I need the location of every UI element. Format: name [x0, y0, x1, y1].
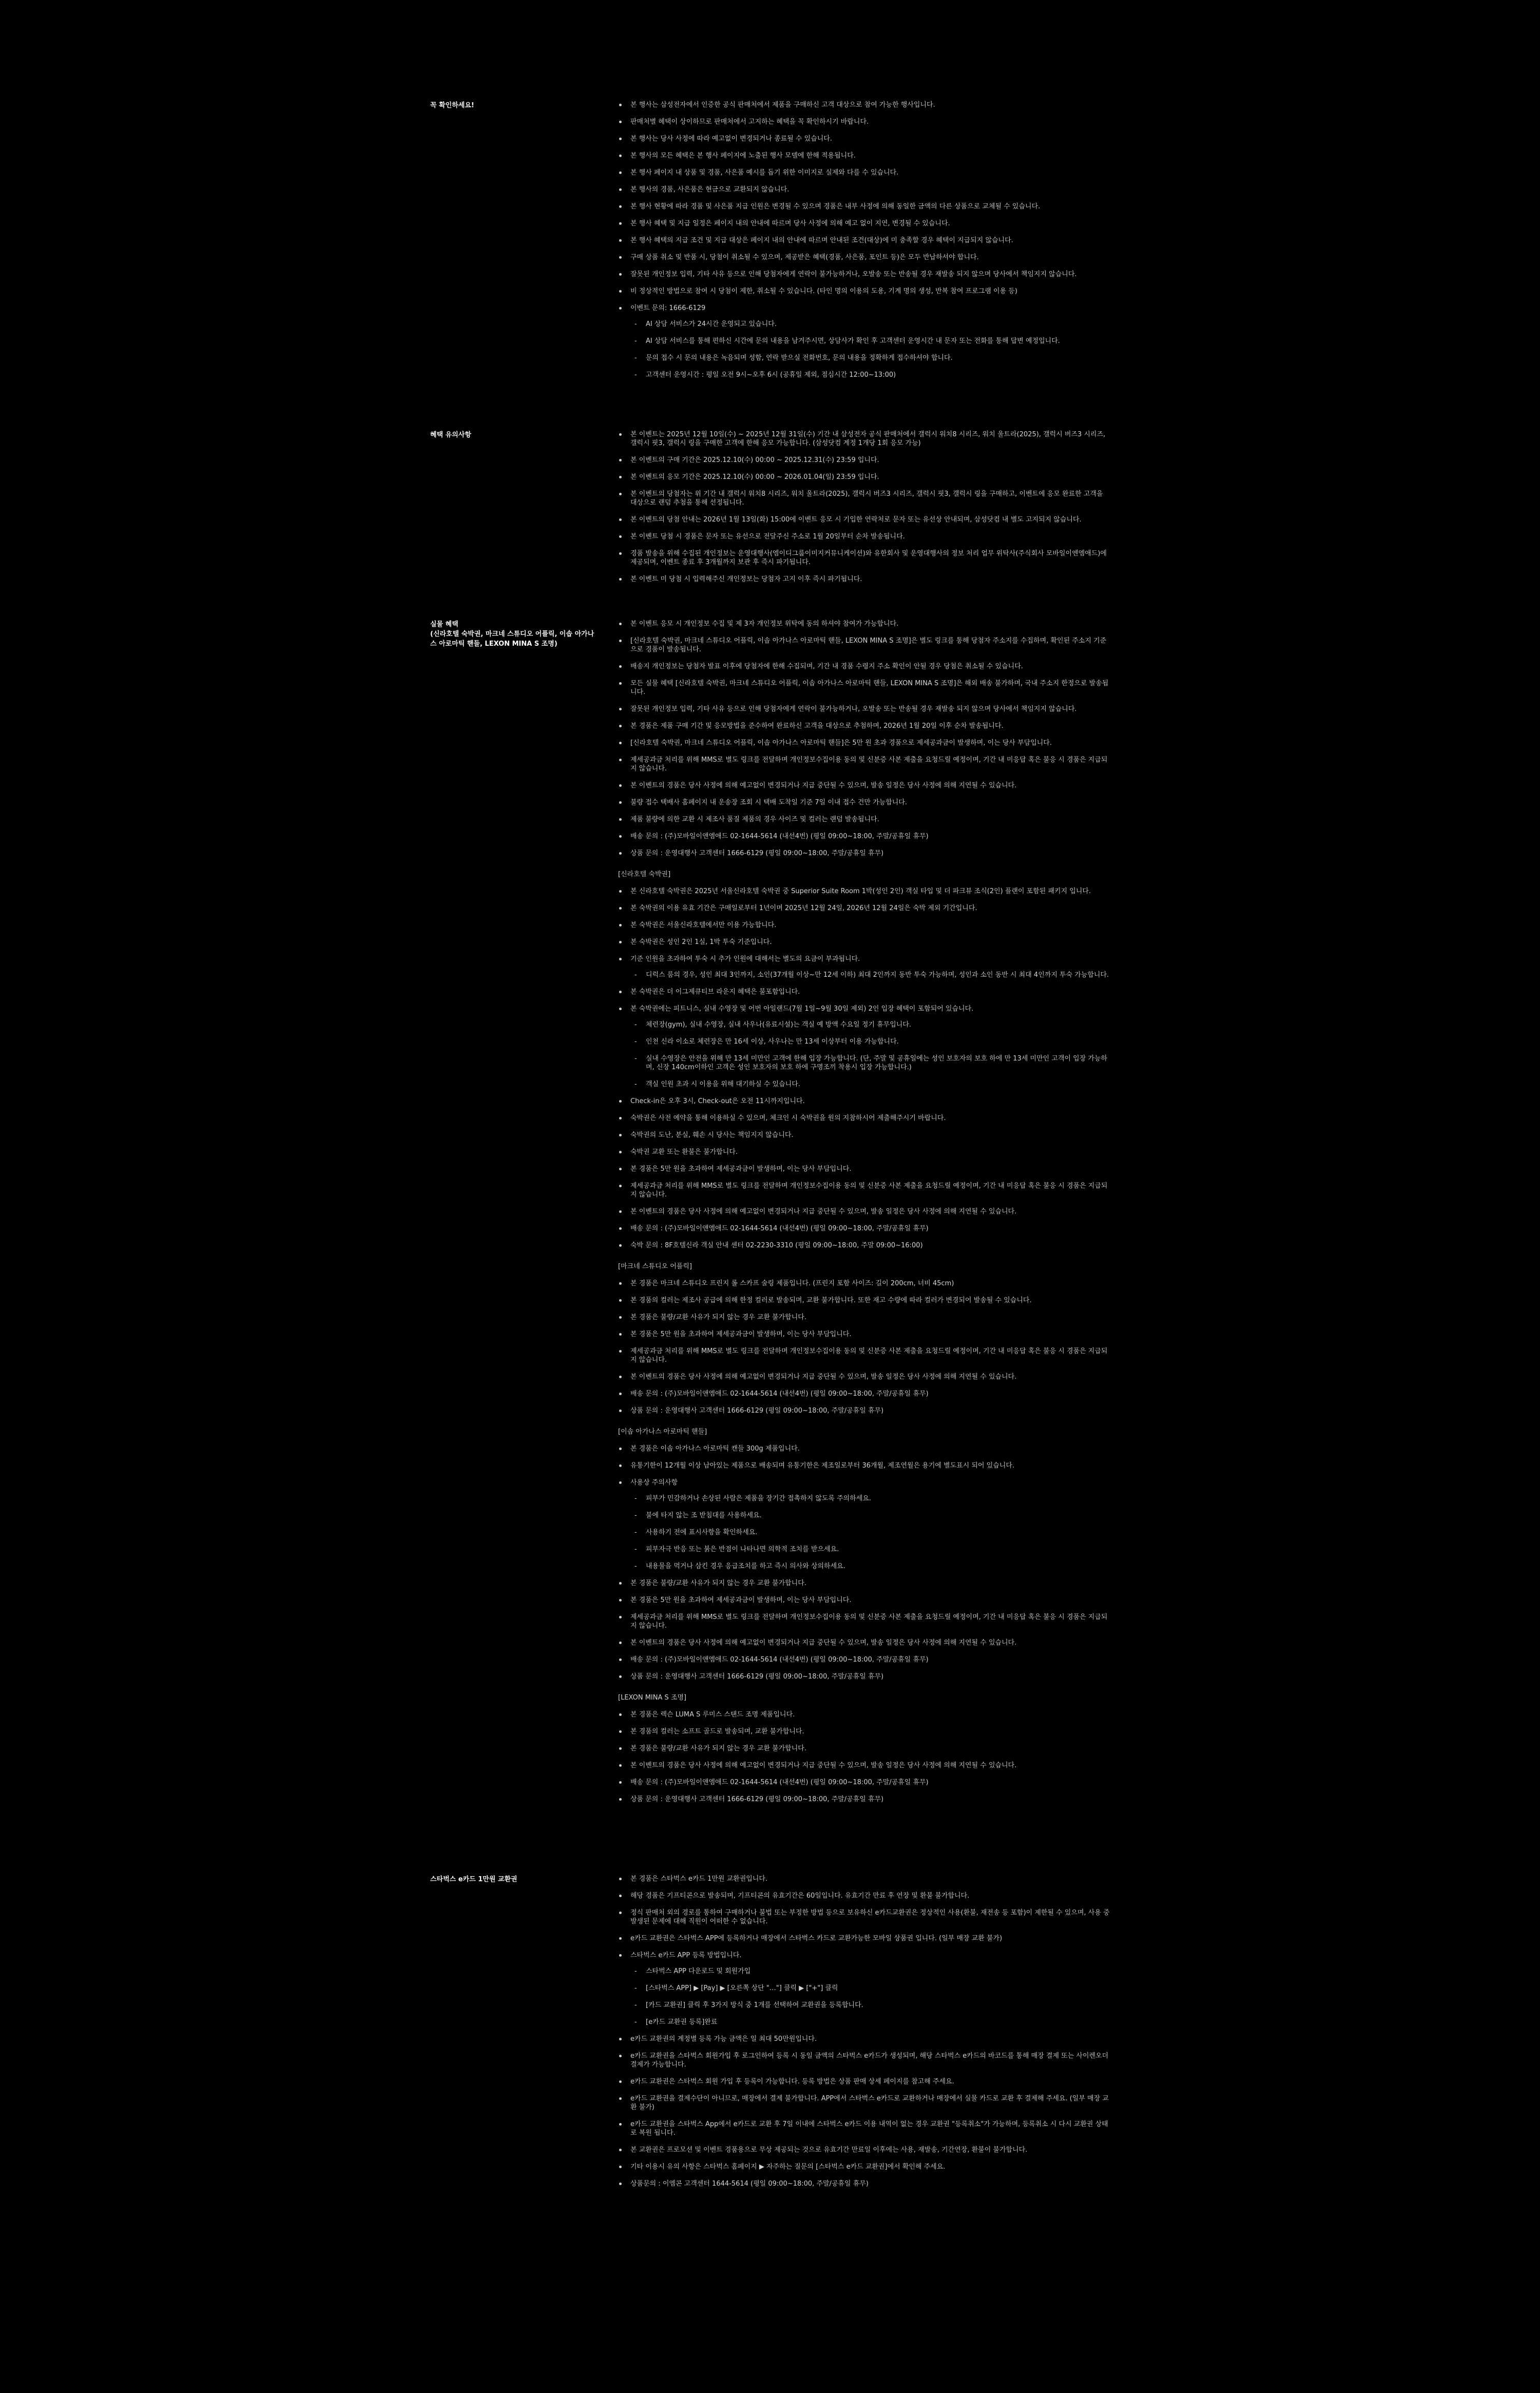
list-item-text: [신라호텔 숙박권, 마크네 스튜디오 어플릭, 이솝 아가나스 아로마틱 핸들, LEXON MINA S 조명]은 별도 링크를 통해 당첨자 주소지를 수집하며, 확인된 주소지 기준으로 경품이 발송됩니다.: [630, 637, 1107, 653]
list-item-text: 본 교환권은 프로모션 및 이벤트 경품용으로 무상 제공되는 것으로 유효기간 만료일 이후에는 사용, 재발송, 기간연장, 환불이 불가합니다.: [630, 2146, 1028, 2154]
list-item-text: 기타 이용시 유의 사항은 스타벅스 홈페이지 ▶ 자주하는 질문의 [스타벅스 e카드 교환권]에서 확인해 주세요.: [630, 2163, 946, 2171]
list-item: [618, 1638, 1111, 1647]
dash-item: - 스타벅스 APP 다운로드 및 회원가입: [630, 1967, 1111, 1976]
list-item: [618, 236, 1111, 245]
bullet-list: [618, 1875, 1111, 2188]
list-item: [618, 832, 1111, 841]
dash-list: [630, 1020, 1111, 1089]
list-item-text: e카드 교환권의 계정별 등록 가능 금액은 일 최대 50만원입니다.: [630, 2035, 817, 2043]
list-item: [618, 1165, 1111, 1173]
list-item-text: 본 경품은 5만 원을 초과하여 제세공과금이 발생하며, 이는 당사 부담입니다.: [630, 1596, 852, 1604]
section-body: [618, 101, 1111, 388]
list-item: [618, 1296, 1111, 1305]
list-item: [618, 1131, 1111, 1140]
list-item: [618, 456, 1111, 465]
list-item: [618, 1313, 1111, 1322]
list-item: [618, 904, 1111, 913]
list-item: [618, 756, 1111, 773]
list-item: [618, 118, 1111, 126]
list-item: [618, 549, 1111, 567]
list-item-text: 본 이벤트의 당첨자는 위 기간 내 갤럭시 워치8 시리즈, 워치 울트라(2025), 갤럭시 버즈3 시리즈, 갤럭시 핏3, 갤럭시 링을 구매하고, 이벤트에 응모 완료한 고객을 대상으로 랜덤 추첨을 통해 선정됩니다.: [630, 490, 1103, 507]
list-item: [618, 1148, 1111, 1156]
list-item-text: 구매 상품 취소 및 반품 시, 당첨이 취소될 수 있으며, 제공받은 혜택(경품, 사은품, 포인트 등)은 모두 반납하셔야 합니다.: [630, 254, 979, 261]
list-item-text: 상품 문의 : 운영대행사 고객센터 1666-6129 (평일 09:00~18:00, 주말/공휴일 휴무): [630, 1407, 884, 1415]
list-item: [618, 722, 1111, 730]
list-item-text: 이벤트 문의: 1666-6129: [630, 304, 706, 312]
dash-item: - 고객센터 운영시간 : 평일 오전 9시~오후 6시 (공휴일 제외, 점심시간 12:00~13:00): [630, 371, 1111, 379]
list-item: [618, 2052, 1111, 2069]
list-item: [618, 1444, 1111, 1453]
list-item-text: 본 경품은 스타벅스 e카드 1만원 교환권입니다.: [630, 1875, 768, 1883]
list-item-text: 본 이벤트의 응모 기간은 2025.12.10(수) 00:00 ~ 2026.01.04(일) 23:59 입니다.: [630, 473, 879, 481]
dash-item: - 인천 신라 이소로 체련장은 만 16세 이상, 사우나는 만 13세 이상부터 이용 가능합니다.: [630, 1037, 1111, 1046]
list-item-text: 본 이벤트 응모 시 개인정보 수집 및 제 3자 개인정보 위탁에 동의 하셔야 참여가 가능합니다.: [630, 620, 899, 628]
list-item: [618, 1892, 1111, 1900]
list-item-text: 배송 문의 : (주)모바일이앤엠애드 02-1644-5614 (내선4번) (평일 09:00~18:00, 주말/공휴일 휴무): [630, 1390, 929, 1398]
list-item: [618, 781, 1111, 790]
list-item: [618, 798, 1111, 807]
list-item-text: 본 경품은 불량/교환 사유가 되지 않는 경우 교환 불가합니다.: [630, 1314, 806, 1321]
list-item-text: 제세공과금 처리를 위해 MMS로 별도 링크를 전달하며 개인정보수집이용 동의 및 신분증 사본 제출을 요청드릴 예정이며, 기간 내 미응답 혹은 불응 시 경품은 지급되지 않습니다.: [630, 1347, 1108, 1364]
list-item-text: 스타벅스 e카드 APP 등록 방법입니다.: [630, 1952, 742, 1959]
dash-list: [630, 1967, 1111, 2027]
list-item: [618, 219, 1111, 228]
list-item-text: 배송 문의 : (주)모바일이앤엠애드 02-1644-5614 (내선4번) (평일 09:00~18:00, 주말/공휴일 휴무): [630, 833, 929, 840]
list-item: [618, 887, 1111, 896]
bullet-list: [618, 620, 1111, 858]
list-item-text: 본 행사의 모든 혜택은 본 행사 페이지에 노출된 행사 모델에 한해 적용됩니다.: [630, 152, 856, 160]
sub-heading: [신라호텔 숙박권]: [618, 871, 671, 878]
list-item-text: 기준 인원을 초과하여 투숙 시 추가 인원에 대해서는 별도의 요금이 부과됩니다.: [630, 955, 860, 963]
list-item-text: 배송 문의 : (주)모바일이앤엠애드 02-1644-5614 (내선4번) (평일 09:00~18:00, 주말/공휴일 휴무): [630, 1656, 929, 1664]
list-item-text: 제품 불량에 의한 교환 시 제조사 품질 제품의 경우 사이즈 및 컬러는 랜덤 발송됩니다.: [630, 816, 879, 823]
list-item-text: 본 경품은 렉슨 LUMA S 루미스 스탠드 조명 제품입니다.: [630, 1711, 795, 1719]
list-item-text: 본 이벤트의 구매 기간은 2025.12.10(수) 00:00 ~ 2025.12.31(수) 23:59 입니다.: [630, 456, 879, 464]
dash-item: - 내용물을 먹거나 삼킨 경우 응급조치를 하고 즉시 의사와 상의하세요.: [630, 1562, 1111, 1571]
list-item-text: 본 신라호텔 숙박권은 2025년 서울신라호텔 숙박권 중 Superior Suite Room 1박(성인 2인) 객실 타입 및 더 파크뷰 조식(2인) 플랜이 포함된 패키지 입니다.: [630, 887, 1091, 895]
list-item-text: 본 행사는 삼성전자에서 인증한 공식 판매처에서 제품을 구매하신 고객 대상으로 참여 가능한 행사입니다.: [630, 101, 935, 109]
list-item-text: 배송지 개인정보는 당첨자 발표 이후에 당첨자에 한해 수집되며, 기간 내 경품 수령지 주소 확인이 안될 경우 당첨은 취소될 수 있습니다.: [630, 663, 1023, 670]
list-item-text: 본 행사의 경품, 사은품은 현금으로 교환되지 않습니다.: [630, 186, 790, 194]
list-item: [618, 1097, 1111, 1106]
list-item: [618, 2077, 1111, 2086]
dash-list: [630, 1494, 1111, 1571]
list-item: [618, 662, 1111, 671]
list-item: [618, 1461, 1111, 1470]
list-item: [618, 1655, 1111, 1664]
list-item-text: 본 숙박권의 이용 유효 기간은 구매일로부터 1년이며 2025년 12월 24일, 2026년 12월 24일은 숙박 제외 기간입니다.: [630, 904, 977, 912]
dash-item: - 실내 수영장은 안전을 위해 만 13세 미만인 고객에 한해 입장 가능합니다. (단, 주말 및 공휴일에는 성인 보호자의 보호 하에 만 13세 미만인 고객이 입장 가능하며, 신장 140cm이하인 고객은 성인 보호자의 보호 하에 구명조끼 착용시 입장 가능합니다.): [630, 1054, 1111, 1072]
list-item-text: 제세공과금 처리를 위해 MMS로 별도 링크를 전달하며 개인정보수집이용 동의 및 신분증 사본 제출을 요청드릴 예정이며, 기간 내 미응답 혹은 불응 시 경품은 지급되지 않습니다.: [630, 1613, 1108, 1630]
list-item: [618, 849, 1111, 858]
list-item-text: e카드 교환권을 스타벅스 App에서 e카드로 교환 후 7일 이내에 스타벅스 e카드 이용 내역이 없는 경우 교환권 "등록취소"가 가능하며, 등록취소 시 다시 교환권 상태로 복원 됩니다.: [630, 2120, 1108, 2137]
list-item-text: e카드 교환권을 스타벅스 회원가입 후 로그인하여 등록 시 동일 금액의 스타벅스 e카드가 생성되며, 해당 스타벅스 e카드의 바코드를 통해 매장 결제 또는 사이렌오더 결제가 가능합니다.: [630, 2052, 1109, 2069]
list-item: [618, 532, 1111, 541]
list-item-text: 판매처별 혜택이 상이하므로 판매처에서 고지하는 혜택을 꼭 확인하시기 바랍니다.: [630, 118, 869, 126]
list-item-text: 본 경품은 불량/교환 사유가 되지 않는 경우 교환 불가합니다.: [630, 1579, 806, 1587]
section-title: 꼭 확인하세요!: [430, 102, 474, 109]
list-item: [618, 1908, 1111, 1926]
list-item-text: 숙박권의 도난, 분실, 훼손 시 당사는 책임지지 않습니다.: [630, 1131, 794, 1139]
list-item: [618, 1579, 1111, 1588]
dash-item: - AI 상담 서비스를 통해 편하신 시간에 문의 내용을 남겨주시면, 상담사가 확인 후 고객센터 운영시간 내 문자 또는 전화를 통해 답변 예정입니다.: [630, 337, 1111, 345]
list-item: [618, 2163, 1111, 2171]
list-item: [618, 2120, 1111, 2137]
list-item-text: 비 정상적인 방법으로 참여 시 당첨이 제한, 취소될 수 있습니다. (타인 명의 이용의 도용, 기계 명의 생성, 반복 참여 프로그램 이용 등): [630, 287, 1017, 295]
section-title: 스타벅스 e카드 1만원 교환권: [430, 1876, 517, 1883]
list-item-text: 본 경품의 컬러는 소프트 골드로 발송되며, 교환 불가합니다.: [630, 1728, 804, 1735]
list-item-text: 본 숙박권은 더 이그제큐티브 라운지 혜택은 불포함입니다.: [630, 988, 800, 996]
list-item: [618, 988, 1111, 996]
bullet-list: [618, 1444, 1111, 1681]
dash-list: [630, 320, 1111, 379]
list-item: [618, 101, 1111, 109]
list-item-text: 경품 발송을 위해 수집된 개인정보는 운영대행사(엠이디그룹이미지커뮤니케이션)와 유한회사 및 운영대행사의 정보 처리 업무 위탁사(주식회사 모바일이엔엠애드)에 제공되며, 이벤트 종료 후 3개월까지 보관 후 즉시 파기됩니다.: [630, 550, 1107, 566]
list-item-text: 본 이벤트의 당첨 안내는 2026년 1월 13일(화) 15:00에 이벤트 응모 시 기입한 연락처로 문자 또는 유선상 안내되며, 삼성닷컴 내 별도 고지되지 않습니다.: [630, 516, 1082, 524]
list-item-text: 본 경품은 5만 원을 초과하여 제세공과금이 발생하며, 이는 당사 부담입니다.: [630, 1330, 852, 1338]
list-item-text: 본 경품은 불량/교환 사유가 되지 않는 경우 교환 불가합니다.: [630, 1745, 806, 1752]
list-item: [618, 679, 1111, 697]
list-item: [618, 1934, 1111, 1943]
dash-item: - 문의 접수 시 문의 내용은 녹음되며 성함, 연락 받으실 전화번호, 문의 내용을 정확하게 접수하셔야 합니다.: [630, 354, 1111, 362]
list-item-text: 본 경품은 제품 구매 기간 및 응모방법을 준수하여 완료하신 고객을 대상으로 추첨하며, 2026년 1월 20일 이후 순차 발송됩니다.: [630, 722, 1004, 730]
list-item-text: 본 숙박권은 서울신라호텔에서만 이용 가능합니다.: [630, 921, 777, 929]
list-item-text: 상품문의 : 이엠콘 고객센터 1644-5614 (평일 09:00~18:00, 주말/공휴일 휴무): [630, 2180, 869, 2188]
list-item-text: 본 이벤트는 2025년 12월 10일(수) ~ 2025년 12월 31일(수) 기간 내 삼성전자 공식 판매처에서 갤럭시 워치8 시리즈, 워치 울트라(2025), 갤럭시 버즈3 시리즈, 갤럭시 핏3, 갤럭시 링을 구매한 고객에 한해 응모 가능합니다. (삼성닷컴 계정 1개당 1회 응모 가능): [630, 431, 1106, 447]
list-item-text: 본 이벤트의 경품은 당사 사정에 의해 예고없이 변경되거나 지급 중단될 수 있으며, 발송 일정은 당사 사정에 의해 지연될 수 있습니다.: [630, 1208, 1017, 1215]
dash-item: - [스타벅스 APP] ▶ [Pay] ▶ [오른쪽 상단 "…"] 클릭 ▶ ["+"] 클릭: [630, 1984, 1111, 1993]
list-item: [618, 185, 1111, 194]
list-item: [618, 1347, 1111, 1364]
list-item-text: 정식 판매처 외의 경로를 통하여 구매하거나 불법 또는 부정한 방법 등으로 보유하신 e카드교환권은 정상적인 사용(환불, 재전송 등 포함)이 제한될 수 있으며, 사용 중 발생된 문제에 대해 직원이 어떠한 수 없습니다.: [630, 1909, 1110, 1925]
dash-item: - 객실 인원 초과 시 이용을 위해 대기하실 수 있습니다.: [630, 1080, 1111, 1089]
list-item: [618, 705, 1111, 713]
list-item-text: 본 행사는 당사 사정에 따라 예고없이 변경되거나 종료될 수 있습니다.: [630, 135, 832, 143]
list-item: [618, 304, 1111, 379]
list-item: [618, 739, 1111, 747]
dash-list: [630, 971, 1111, 979]
list-item-text: Check-in은 오후 3시, Check-out은 오전 11시까지입니다.: [630, 1097, 805, 1105]
bullet-list: [618, 887, 1111, 1250]
list-item-text: 본 경품은 마크네 스튜디오 프린지 롤 스카프 술링 제품입니다. (프린지 포함 사이즈: 길이 200cm, 너비 45cm): [630, 1280, 954, 1287]
bullet-list: [618, 1710, 1111, 1804]
dash-item: - 디럭스 룸의 경우, 성인 최대 3인까지, 소인(37개월 이상~만 12세 이하) 최대 2인까지 동반 투숙 가능하며, 성인과 소인 동반 시 최대 4인까지 투숙 가능합니다.: [630, 971, 1111, 979]
list-item: [618, 1182, 1111, 1199]
list-item-text: 본 행사 혜택의 지급 조건 및 지급 대상은 페이지 내의 안내에 따르며 안내된 조건(대상)에 미 충족할 경우 혜택이 지급되지 않습니다.: [630, 237, 1013, 244]
list-item-text: 모든 실물 혜택 [신라호텔 숙박권, 마크네 스튜디오 어플릭, 이솝 아가나스 아로마틱 핸들, LEXON MINA S 조명]은 해외 배송 불가하며, 국내 주소지 한정으로 발송됩니다.: [630, 680, 1109, 696]
list-item-text: 배송 문의 : (주)모바일이앤엠애드 02-1644-5614 (내선4번) (평일 09:00~18:00, 주말/공휴일 휴무): [630, 1779, 929, 1786]
list-item: [618, 1114, 1111, 1123]
list-item: [618, 921, 1111, 930]
list-item: [618, 1207, 1111, 1216]
list-item-text: 본 이벤트의 경품은 당사 사정에 의해 예고없이 변경되거나 지급 중단될 수 있으며, 발송 일정은 당사 사정에 의해 지연될 수 있습니다.: [630, 1373, 1017, 1381]
list-item: [618, 490, 1111, 507]
section-body: [618, 430, 1111, 592]
list-item: [618, 620, 1111, 628]
list-item-text: 본 행사 혜택 및 지급 일정은 페이지 내의 안내에 따르며 당사 사정에 의해 예고 없이 지연, 변경될 수 있습니다.: [630, 220, 950, 227]
list-item: [618, 1241, 1111, 1250]
list-item: [618, 1795, 1111, 1804]
list-item: [618, 270, 1111, 279]
list-item: [618, 430, 1111, 448]
list-item-text: 숙박권 교환 또는 환불은 불가합니다.: [630, 1148, 738, 1156]
dash-item: - 체련장(gym), 실내 수영장, 실내 사우나(유료시설)는 객실 예 방액 수요일 정기 휴무입니다.: [630, 1020, 1111, 1029]
list-item: [618, 1330, 1111, 1339]
bullet-list: [618, 101, 1111, 379]
list-item-text: 숙박권은 사전 예약을 통해 이용하실 수 있으며, 체크인 시 숙박권을 원의 지참하시어 제출해주시기 바랍니다.: [630, 1114, 946, 1122]
list-item-text: 본 이벤트의 경품은 당사 사정에 의해 예고없이 변경되거나 지급 중단될 수 있으며, 발송 일정은 당사 사정에 의해 지연될 수 있습니다.: [630, 1639, 1017, 1647]
list-item-text: 상품 문의 : 운영대행사 고객센터 1666-6129 (평일 09:00~18:00, 주말/공휴일 휴무): [630, 1796, 884, 1803]
section-body: [618, 620, 1111, 1812]
list-item: [618, 1778, 1111, 1787]
list-item-text: 해당 경품은 기프티콘으로 발송되며, 기프티콘의 유효기간은 60일입니다. 유효기간 만료 후 연장 및 환불 불가합니다.: [630, 1892, 970, 1900]
list-item: [618, 515, 1111, 524]
list-item: [618, 1406, 1111, 1415]
list-item-text: 숙박 문의 : 8F호텔신라 객실 안내 센터 02-2230-3310 (평일 09:00~18:00, 주말 09:00~16:00): [630, 1242, 923, 1249]
list-item-text: 제세공과금 처리를 위해 MMS로 별도 링크를 전달하며 개인정보수집이용 동의 및 신분증 사본 제출을 요청드릴 예정이며, 기간 내 미응답 혹은 불응 시 경품은 지급되지 않습니다.: [630, 756, 1108, 773]
list-item: [618, 1710, 1111, 1719]
list-item: [618, 815, 1111, 824]
section-title: 실물 혜택 (신라호텔 숙박권, 마크네 스튜디오 어플릭, 이솝 아가나스 아로마틱 핸들, LEXON MINA S 조명): [430, 621, 594, 648]
bullet-list: [618, 430, 1111, 584]
list-item: [618, 636, 1111, 654]
list-item-text: e카드 교환권은 스타벅스 APP에 등록하거나 매장에서 스타벅스 카드로 교환가능한 모바일 상품권 입니다. (일부 매장 교환 불가): [630, 1935, 1003, 1942]
list-item-text: 본 경품은 이솝 아가나스 아로마틱 캔들 300g 제품입니다.: [630, 1445, 800, 1453]
list-item: [618, 1613, 1111, 1630]
list-item-text: 본 경품의 컬러는 제조사 공급에 의해 한정 컬러로 발송되며, 교환 불가합니다. 또한 재고 수량에 따라 컬러가 변경되어 발송될 수 있습니다.: [630, 1297, 1032, 1304]
dash-item: - 불에 타지 않는 조 받침대를 사용하세요.: [630, 1511, 1111, 1520]
list-item-text: 본 이벤트의 경품은 당사 사정에 의해 예고없이 변경되거나 지급 중단될 수 있으며, 발송 일정은 당사 사정에 의해 지연될 수 있습니다.: [630, 782, 1017, 789]
list-item-text: 제세공과금 처리를 위해 MMS로 별도 링크를 전달하며 개인정보수집이용 동의 및 신분증 사본 제출을 요청드릴 예정이며, 기간 내 미응답 혹은 불응 시 경품은 지급되지 않습니다.: [630, 1182, 1108, 1199]
list-item-text: 본 행사 현황에 따라 경품 및 사은품 지급 인원은 변경될 수 있으며 경품은 내부 사정에 의해 동일한 금액의 다른 상품으로 교체될 수 있습니다.: [630, 203, 1041, 210]
list-item: [618, 1744, 1111, 1753]
list-item: [618, 168, 1111, 177]
list-item: [618, 202, 1111, 211]
sub-heading: [LEXON MINA S 조명]: [618, 1694, 687, 1702]
list-item: [618, 1761, 1111, 1770]
list-item-text: 불량 접수 택배사 홈페이지 내 운송장 조회 시 택배 도착일 기준 7일 이내 접수 건만 가능합니다.: [630, 799, 908, 806]
list-item-text: e카드 교환권을 결제수단이 아니므로, 매장에서 결제 불가합니다. APP에서 스타벅스 e카드로 교환하거나 매장에서 실물 카드로 교환 후 결제해 주세요. (일부 매장 교환 불가): [630, 2095, 1109, 2111]
list-item-text: 잘못된 개인정보 입력, 기타 사유 등으로 인해 당첨자에게 연락이 불가능하거나, 오발송 또는 반송될 경우 재발송 되지 않으며 당사에서 책임지지 않습니다.: [630, 705, 1077, 713]
list-item: [618, 1875, 1111, 1883]
list-item-text: 배송 문의 : (주)모바일이앤엠애드 02-1644-5614 (내선4번) (평일 09:00~18:00, 주말/공휴일 휴무): [630, 1225, 929, 1232]
list-item: [618, 1951, 1111, 2027]
list-item-text: 본 경품은 5만 원을 초과하여 제세공과금이 발생하며, 이는 당사 부담입니다.: [630, 1165, 852, 1173]
list-item-text: 본 이벤트 당첨 시 경품은 문자 또는 유선으로 전달주신 주소로 1월 20일부터 순차 발송됩니다.: [630, 533, 905, 541]
sub-heading: [이솝 아가나스 아로마틱 핸들]: [618, 1428, 707, 1436]
list-item: [618, 473, 1111, 481]
list-item-text: [신라호텔 숙박권, 마크네 스튜디오 어플릭, 이솝 아가나스 아로마틱 핸들]은 5만 원 초과 경품으로 제세공과금이 발생하며, 이는 당사 부담입니다.: [630, 739, 1052, 747]
list-item-text: 본 이벤트 미 당첨 시 입력해주신 개인정보는 당첨자 고지 이후 즉시 파기됩니다.: [630, 575, 862, 583]
list-item-text: 본 숙박권은 성인 2인 1실, 1박 투숙 기준입니다.: [630, 938, 772, 946]
list-item: [618, 2179, 1111, 2188]
list-item-text: 상품 문의 : 운영대행사 고객센터 1666-6129 (평일 09:00~18:00, 주말/공휴일 휴무): [630, 1673, 884, 1681]
list-item: [618, 1672, 1111, 1681]
list-item-text: 본 숙박권에는 피트니스, 실내 수영장 및 어번 아일랜드(7월 1일~9월 30일 제외) 2인 입장 혜택이 포함되어 있습니다.: [630, 1005, 974, 1013]
dash-item: - [e카드 교환권 등록]완료: [630, 2018, 1111, 2027]
section-title: 혜택 유의사항: [430, 431, 471, 439]
dash-item: - [카드 교환권] 클릭 후 3가지 방식 중 1개를 선택하여 교환권을 등록합니다.: [630, 2001, 1111, 2010]
list-item-text: 유통기한이 12개월 이상 남아있는 제품으로 배송되며 유통기한은 제조일로부터 36개월, 제조연월은 용기에 별도표시 되어 있습니다.: [630, 1462, 1015, 1470]
list-item-text: 잘못된 개인정보 입력, 기타 사유 등으로 인해 당첨자에게 연락이 불가능하거나, 오발송 또는 반송될 경우 재발송 되지 않으며 당사에서 책임지지 않습니다.: [630, 271, 1077, 278]
list-item: [618, 151, 1111, 160]
dash-item: - 피부자극 반응 또는 붉은 반점이 나타나면 의학적 조치를 받으세요.: [630, 1545, 1111, 1554]
list-item: [618, 1224, 1111, 1233]
list-item: [618, 1478, 1111, 1571]
section-body: [618, 1875, 1111, 2196]
list-item-text: 본 이벤트의 경품은 당사 사정에 의해 예고없이 변경되거나 지급 중단될 수 있으며, 발송 일정은 당사 사정에 의해 지연될 수 있습니다.: [630, 1762, 1017, 1769]
dash-item: - 피부가 민감하거나 손상된 사람은 제품을 장기간 접촉하지 않도록 주의하세요.: [630, 1494, 1111, 1503]
list-item-text: e카드 교환권은 스타벅스 회원 가입 후 등록이 가능합니다. 등록 방법은 상품 판매 상세 페이지를 참고해 주세요.: [630, 2078, 954, 2086]
list-item: [618, 1279, 1111, 1288]
list-item: [618, 1390, 1111, 1398]
list-item: [618, 134, 1111, 143]
list-item: [618, 938, 1111, 947]
list-item: [618, 2035, 1111, 2043]
list-item: [618, 1596, 1111, 1605]
list-item-text: 본 행사 페이지 내 상품 및 경품, 사은품 예시를 돕기 위한 이미지로 실제와 다를 수 있습니다.: [630, 169, 899, 177]
list-item: [618, 1373, 1111, 1381]
list-item: [618, 2094, 1111, 2112]
list-item-text: 사용상 주의사항: [630, 1479, 678, 1487]
list-item-text: 상품 문의 : 운영대행사 고객센터 1666-6129 (평일 09:00~18:00, 주말/공휴일 휴무): [630, 850, 884, 857]
list-item: [618, 253, 1111, 262]
list-item: [618, 1727, 1111, 1736]
sub-heading: [마크네 스튜디오 어플릭]: [618, 1263, 692, 1270]
dash-item: - AI 상담 서비스가 24시간 운영되고 있습니다.: [630, 320, 1111, 329]
dash-item: - 사용하기 전에 표시사항을 확인하세요.: [630, 1528, 1111, 1537]
list-item: [618, 2146, 1111, 2154]
list-item: [618, 287, 1111, 296]
bullet-list: [618, 1279, 1111, 1415]
list-item: [618, 1005, 1111, 1089]
list-item: [618, 955, 1111, 979]
list-item: [618, 575, 1111, 584]
